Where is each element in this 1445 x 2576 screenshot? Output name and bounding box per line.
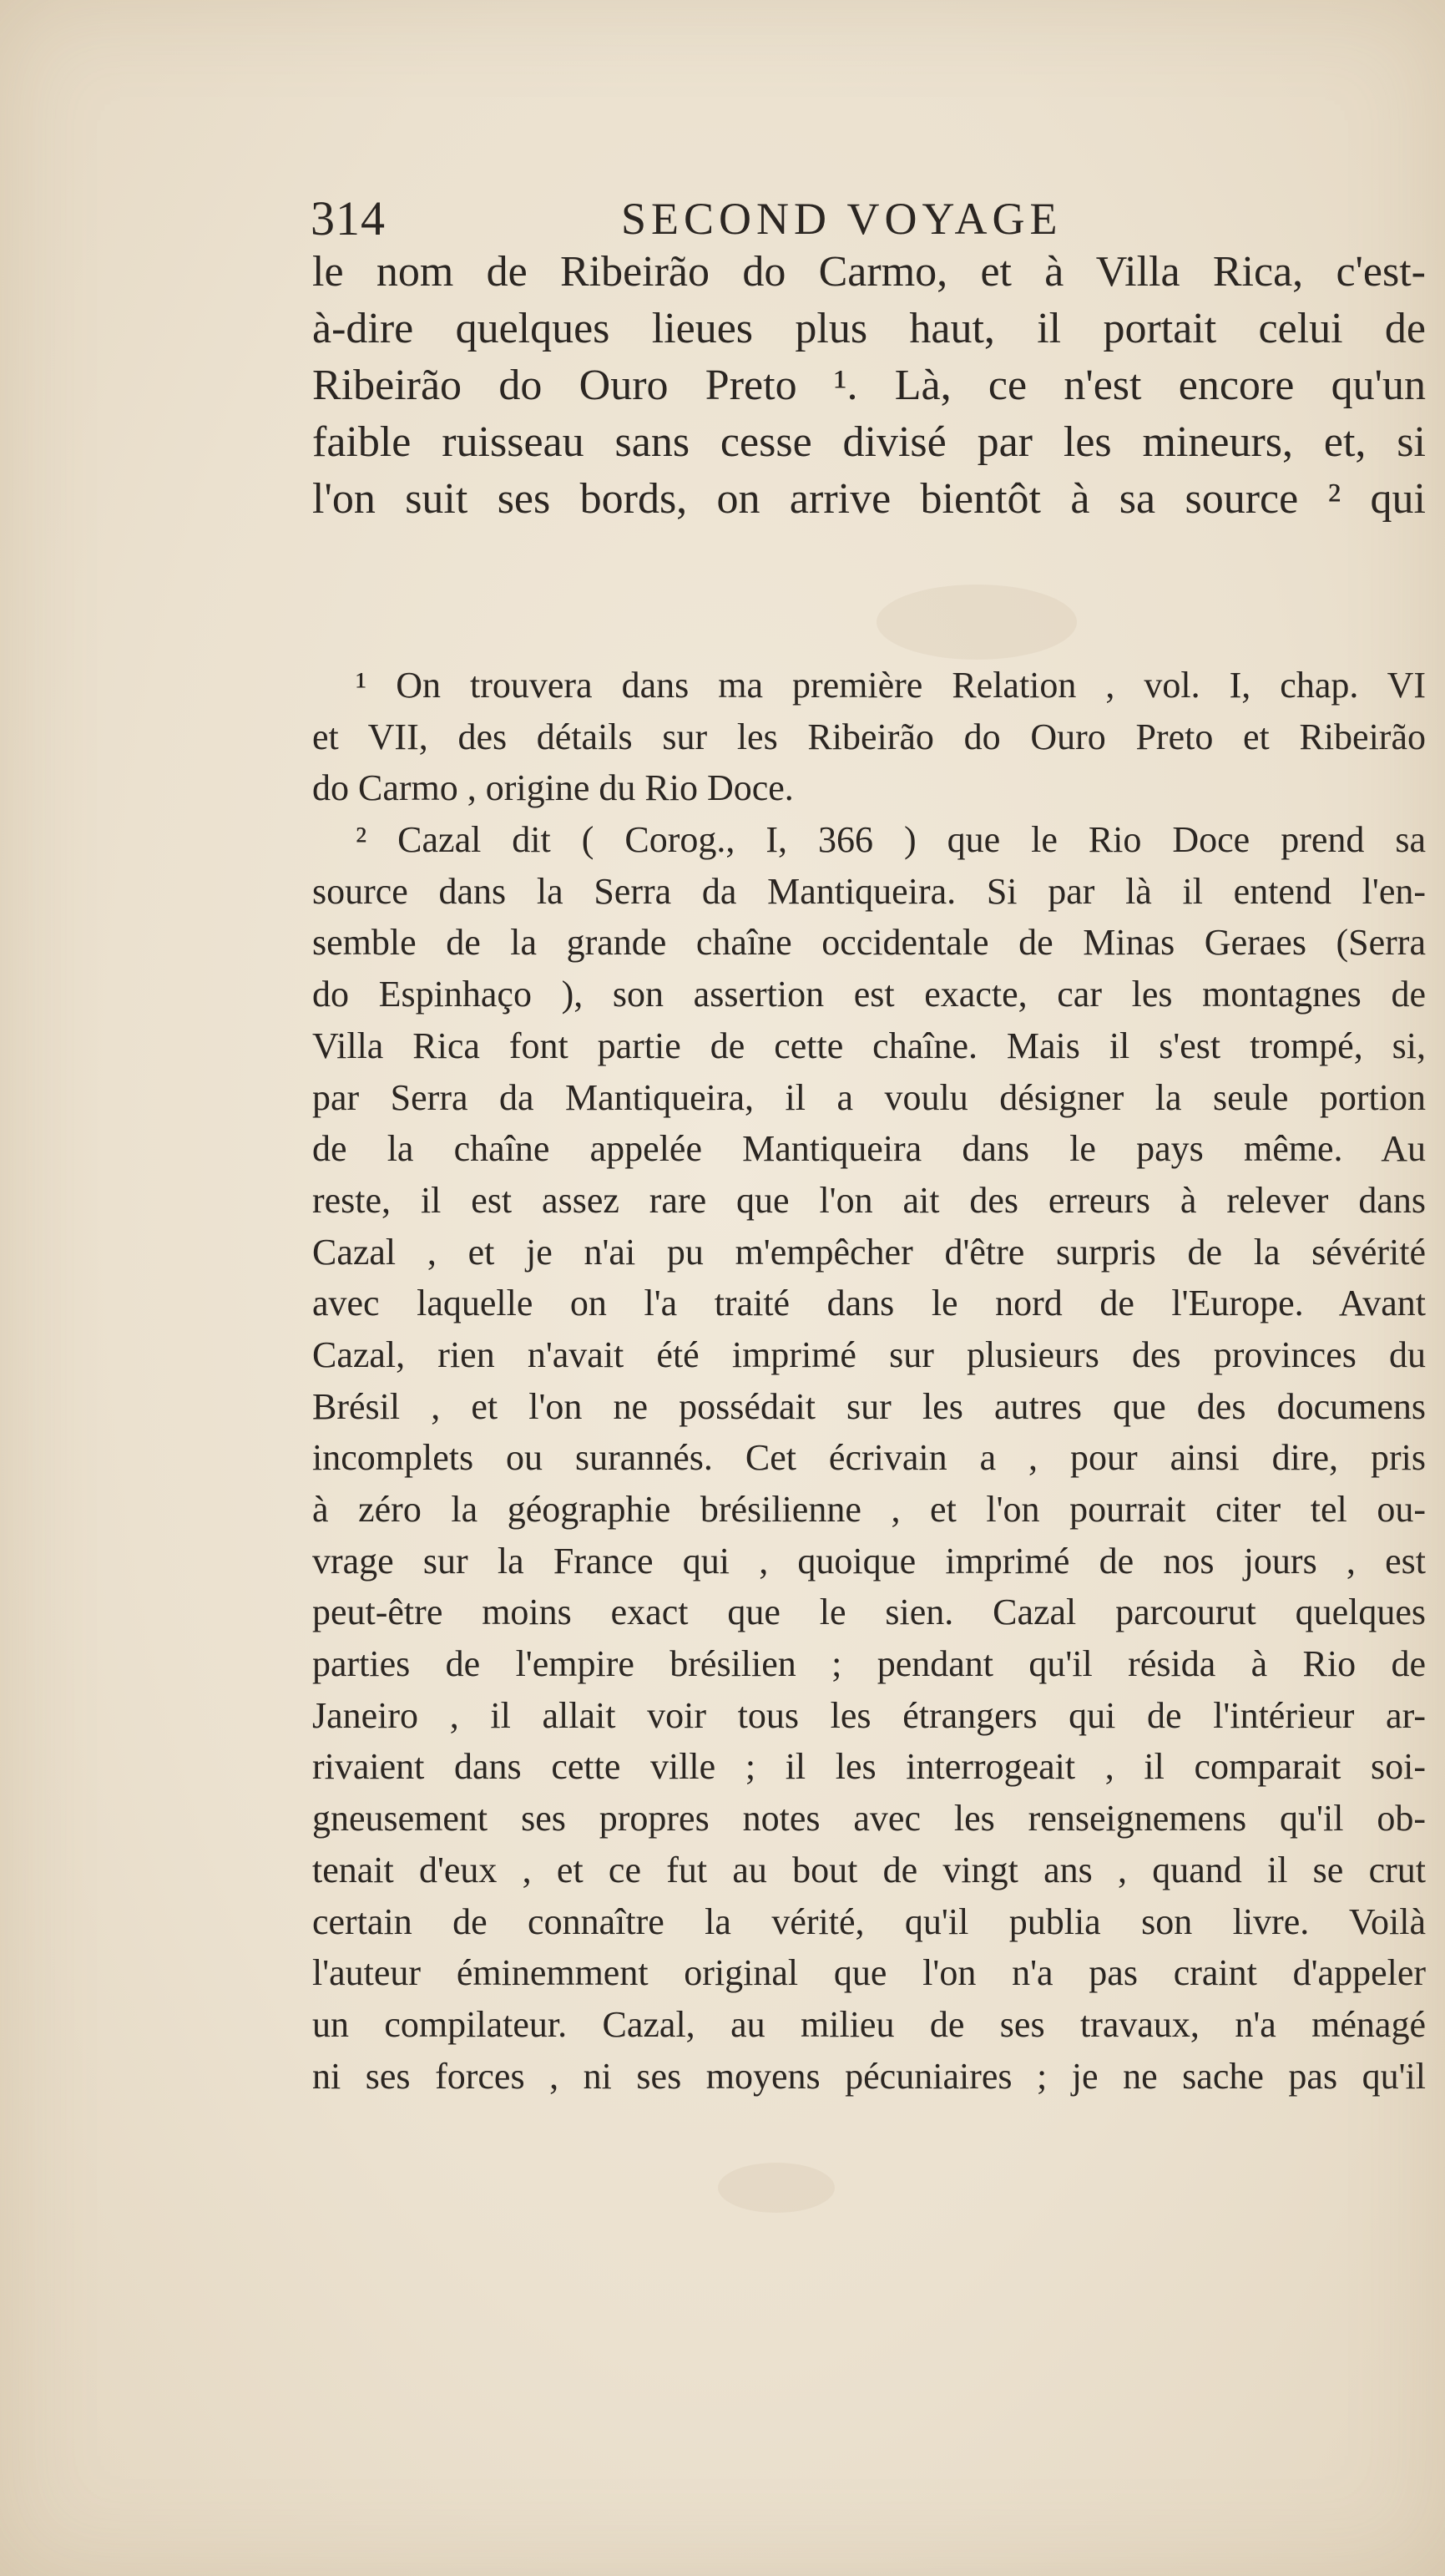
- footnote-line: parties de l'empire brésilien ; pendant qu'il résida à Rio de: [312, 1643, 1426, 1685]
- running-head: SECOND VOYAGE: [621, 194, 1063, 244]
- footnote-line: un compilateur. Cazal, au milieu de ses travaux, n'a ménagé: [312, 2003, 1426, 2045]
- footnote-line: avec laquelle on l'a traité dans le nord de l'Europe. Avant: [312, 1283, 1426, 1324]
- footnote-line: reste, il est assez rare que l'on ait des erreurs à relever dans: [312, 1179, 1426, 1221]
- body-line: l'on suit ses bords, on arrive bientôt à sa source ² qui: [312, 475, 1426, 523]
- body-text: [312, 244, 1426, 528]
- footnote-line: Janeiro , il allait voir tous les étrangers qui de l'intérieur ar-: [312, 1694, 1426, 1736]
- body-line: à-dire quelques lieues plus haut, il portait celui de: [312, 305, 1426, 352]
- footnote-line: Cazal, rien n'avait été imprimé sur plusieurs des provinces du: [312, 1334, 1426, 1375]
- footnote-line: gneusement ses propres notes avec les renseignemens qu'il ob-: [312, 1798, 1426, 1840]
- footnote-line: Brésil , et l'on ne possédait sur les autres que des documens: [312, 1385, 1426, 1427]
- footnote-line: de la chaîne appelée Mantiqueira dans le pays même. Au: [312, 1128, 1426, 1170]
- page-number: 314: [311, 191, 386, 245]
- footnote-line: l'auteur éminemment original que l'on n'a pas craint d'appeler: [312, 1952, 1426, 1994]
- footnote-line: par Serra da Mantiqueira, il a voulu désigner la seule portion: [312, 1076, 1426, 1118]
- footnote-line: vrage sur la France qui , quoique imprimé de nos jours , est: [312, 1540, 1426, 1582]
- footnote-line: Villa Rica font partie de cette chaîne. Mais il s'est trompé, si,: [312, 1025, 1426, 1066]
- footnote-line: rivaient dans cette ville ; il les interrogeait , il comparait soi-: [312, 1746, 1426, 1788]
- page-header: [311, 185, 1145, 252]
- footnote-line: do Espinhaço ), son assertion est exacte, car les montagnes de: [312, 974, 1426, 1015]
- footnote-line: ² Cazal dit ( Corog., I, 366 ) que le Rio Doce prend sa: [356, 819, 1426, 861]
- footnote-line: semble de la grande chaîne occidentale de Minas Geraes (Serra: [312, 922, 1426, 964]
- footnote-line: source dans la Serra da Mantiqueira. Si par là il entend l'en-: [312, 870, 1426, 912]
- body-line: Ribeirão do Ouro Preto ¹. Là, ce n'est encore qu'un: [312, 362, 1426, 409]
- footnote-line: et VII, des détails sur les Ribeirão do Ouro Preto et Ribeirão: [312, 716, 1426, 757]
- footnote-line: do Carmo , origine du Rio Doce.: [312, 767, 794, 809]
- footnote-line: Cazal , et je n'ai pu m'empêcher d'être surpris de la sévérité: [312, 1231, 1426, 1273]
- footnote-line: incomplets ou surannés. Cet écrivain a , pour ainsi dire, pris: [312, 1437, 1426, 1479]
- body-line: le nom de Ribeirão do Carmo, et à Villa Rica, c'est-: [312, 248, 1426, 296]
- footnote-line: ni ses forces , ni ses moyens pécuniaires ; je ne sache pas qu'il: [312, 2055, 1426, 2097]
- footnote-line: tenait d'eux , et ce fut au bout de vingt ans , quand il se crut: [312, 1849, 1426, 1890]
- paper-stain: [877, 585, 1077, 660]
- footnote-line: à zéro la géographie brésilienne , et l'on pourrait citer tel ou-: [312, 1489, 1426, 1530]
- footnotes: [312, 660, 1426, 2102]
- footnote-line: ¹ On trouvera dans ma première Relation , vol. I, chap. VI: [356, 665, 1426, 706]
- footnote-line: certain de connaître la vérité, qu'il publia son livre. Voilà: [312, 1900, 1426, 1942]
- paper-stain: [718, 2163, 835, 2213]
- footnote-line: peut-être moins exact que le sien. Cazal parcourut quelques: [312, 1592, 1426, 1633]
- body-line: faible ruisseau sans cesse divisé par les mineurs, et, si: [312, 418, 1426, 466]
